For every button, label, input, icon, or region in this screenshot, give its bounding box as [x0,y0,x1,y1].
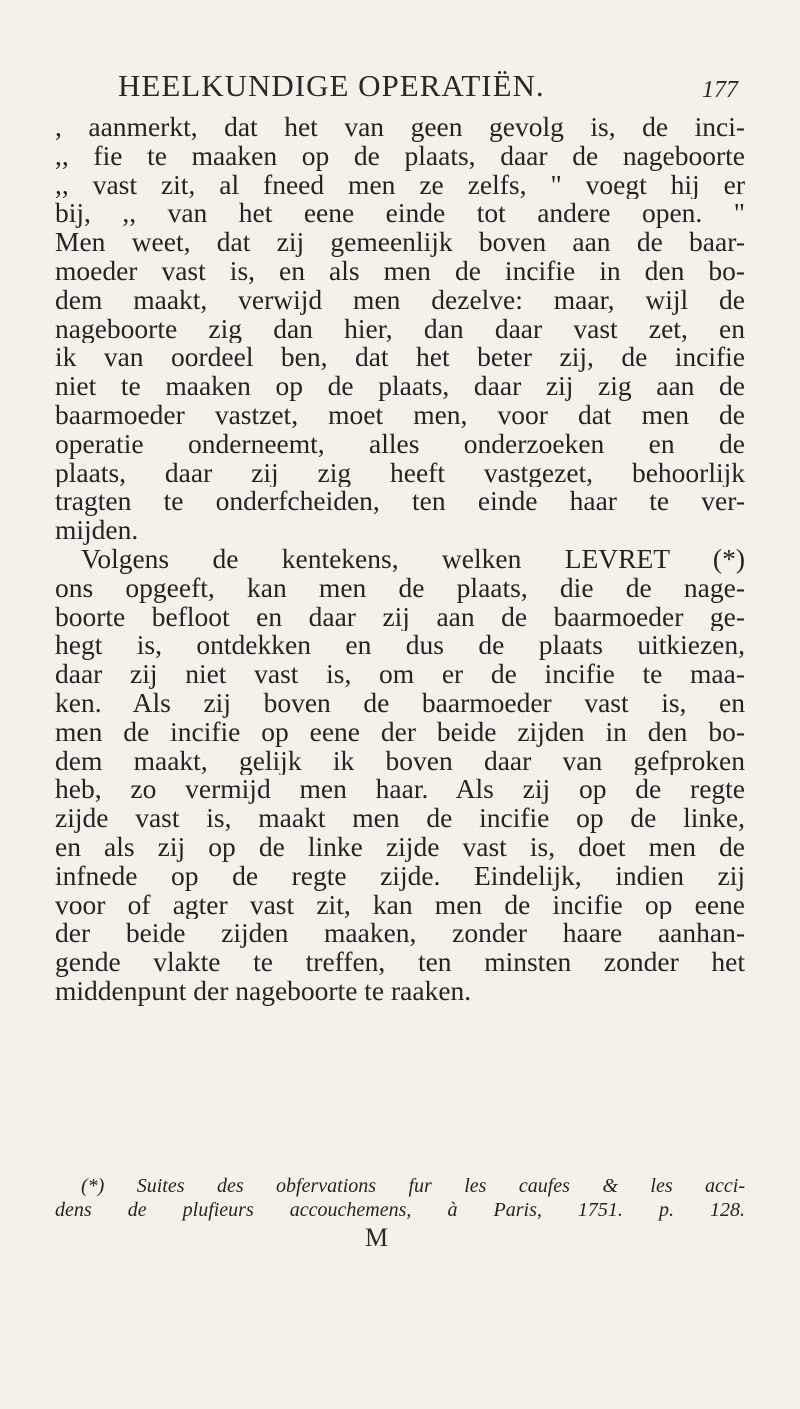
body-text [55,113,745,1006]
text-line: niet te maaken op de plaats, daar zij zig aan de [55,372,745,401]
text-line: bij, ,, van het eene einde tot andere open. " [55,199,745,229]
text-line: dem maakt, gelijk ik boven daar van gefproken [55,746,745,776]
text-line: ik van oordeel ben, dat het beter zij, de incifie [55,343,745,373]
paragraph-end-line: mijden. [55,516,139,545]
running-head: HEELKUNDIGE OPERATIËN. [118,68,545,103]
text-line: Men weet, dat zij gemeenlijk boven aan de baar- [55,228,745,257]
text-line: hegt is, ontdekken en dus de plaats uitkiezen, [55,631,745,661]
text-line: plaats, daar zij zig heeft vastgezet, behoorlijk [55,458,745,488]
text-line: der beide zijden maaken, zonder haare aanhan- [55,919,745,949]
text-line: ken. Als zij boven de baarmoeder vast is, en [55,688,745,718]
text-line: en als zij op de linke zijde vast is, doet men de [55,832,745,862]
signature-mark: M [365,1223,389,1252]
text-line: nageboorte zig dan hier, dan daar vast zet, en [55,314,745,344]
text-line: men de incifie op eene der beide zijden in den bo- [55,717,745,747]
text-line: daar zij niet vast is, om er de incifie te maa- [55,660,745,689]
footnote [55,1174,745,1222]
footnote-line: (*) Suites des obfervations fur les caufes & les acci- [81,1175,745,1197]
footnote-line: dens de plufieurs accouchemens, à Paris, 1751. p. 128. [55,1199,745,1221]
page-number: 177 [702,77,738,103]
page-header [118,66,738,116]
text-line: baarmoeder vastzet, moet men, voor dat men de [55,400,745,430]
paragraph-end-line: middenpunt der nageboorte te raaken. [55,976,472,1006]
text-line: , aanmerkt, dat het van geen gevolg is, de inci- [55,113,745,142]
text-line: ons opgeeft, kan men de plaats, die de nage- [55,573,745,603]
paragraph-start-line: Volgens de kentekens, welken LEVRET (*) [81,544,745,574]
text-line: dem maakt, verwijd men dezelve: maar, wijl de [55,285,745,315]
text-line: voor of agter vast zit, kan men de incifie op eene [55,890,745,920]
text-line: zijde vast is, maakt men de incifie op de linke, [55,804,745,833]
text-line: operatie onderneemt, alles onderzoeken en de [55,429,745,459]
text-line: moeder vast is, en als men de incifie in den bo- [55,256,745,286]
text-line: gende vlakte te treffen, ten minsten zonder het [55,948,745,977]
text-line: tragten te onderfcheiden, ten einde haar te ver- [55,487,745,517]
text-line: infnede op de regte zijde. Eindelijk, indien zij [55,861,745,891]
text-line: boorte befloot en daar zij aan de baarmoeder ge- [55,602,745,632]
text-line: ,, vast zit, al fneed men ze zelfs, " voegt hij er [55,170,745,200]
text-line: heb, zo vermijd men haar. Als zij op de regte [55,775,745,805]
text-line: ,, fie te maaken op de plaats, daar de nageboorte [55,141,745,171]
